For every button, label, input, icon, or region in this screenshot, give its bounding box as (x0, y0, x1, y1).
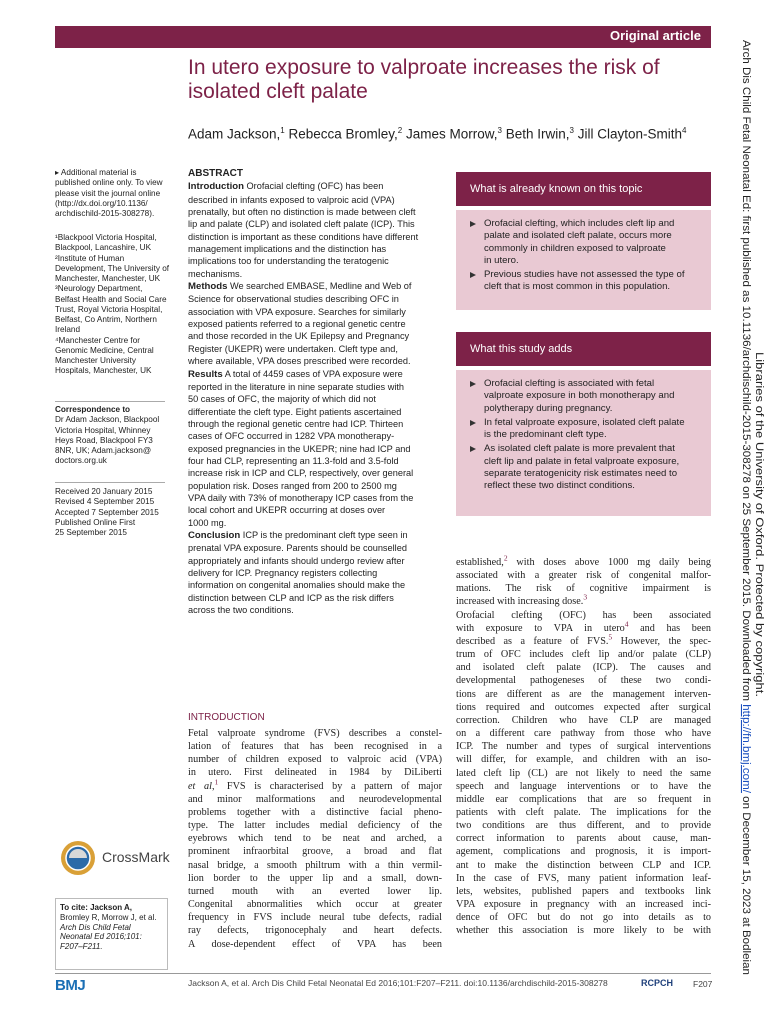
text-line: Congenital abnormalities which occur at greater (188, 899, 442, 911)
footer-citation: Jackson A, et al. Arch Dis Child Fetal Neonatal Ed 2016;101:F207–F211. doi:10.1136/archdischild-2015-308278 (188, 978, 608, 988)
supplementary-line: ▸ Additional material is (55, 168, 137, 177)
text-line: correct information to parents about cause, man- (456, 833, 711, 845)
text-line: will differ, for example, and children with an iso- (456, 754, 711, 766)
text-line: lion border to the upper lip and a small, down- (188, 872, 442, 884)
text-line: described as a feature of FVS.$^5$ However, the spec- (456, 632, 711, 647)
abstract-line: Results A total of 4459 cases of VPA exposure were (188, 368, 403, 380)
abstract-line: Science for observational studies describing OFC in (188, 294, 399, 305)
abstract-line: increase risk in ICP and CLP, respectively, over general (188, 468, 414, 479)
correspondence-line: Victoria Hospital, Whinney (55, 425, 151, 435)
section-label: Original article (609, 28, 701, 43)
text-line: Orofacial clefting (OFC) has been associated (456, 609, 711, 621)
bullet-triangle-icon (470, 446, 476, 452)
abstract-line: Register (UKEPR) were undertaken. Cleft type and, (188, 343, 398, 354)
reference-marker: 3 (583, 593, 588, 603)
text-line: correction. Children who have CLP are managed (456, 714, 711, 726)
supplementary-line: please visit the journal online (55, 188, 161, 198)
box-item (470, 218, 705, 267)
text-line: on a different care pathway from those who have (456, 728, 711, 740)
author-affiliation-ref: 4 (682, 126, 687, 135)
crossmark-badge[interactable] (58, 838, 178, 878)
text-line: mations. The risk of cognitive impairment is (456, 583, 711, 595)
abstract (188, 168, 440, 616)
reference-marker: 4 (624, 619, 629, 629)
affiliations (55, 233, 175, 377)
citation-line: To cite: Jackson A, (60, 903, 133, 912)
citation-box (55, 898, 168, 970)
text-line: trum of OFC includes cleft lip and/or palate (CLP) (456, 649, 711, 661)
text-line: In the case of FVS, many patient information leaf- (456, 872, 711, 884)
affiliation-line: Blackpool, Lancashire, UK (55, 243, 152, 253)
box-item-line: separate teratogenicity risk estimates need to (484, 468, 678, 480)
abstract-line: distinction between CLP and ICP as the risk differs (188, 592, 394, 603)
abstract-line: mechanisms. (188, 268, 243, 279)
rcpch-logo: RCPCH (641, 978, 674, 988)
abstract-heading: ABSTRACT (188, 168, 243, 179)
text-line: and isolated cleft palate (ICP). The causes and (456, 662, 711, 674)
supplementary-line: archdischild-2015-308278). (55, 209, 155, 218)
abstract-line: management implications and the distinction has (188, 244, 387, 255)
abstract-subheading: Results (188, 368, 223, 380)
box-item-line: reflect these two distinct conditions. (484, 480, 635, 492)
author-affiliation-ref: 2 (397, 126, 403, 135)
citation-line: F207–F211. (60, 942, 103, 951)
text-line: middle ear complications that are so frequent in (456, 793, 711, 805)
affiliation-line: ³Neurology Department, (55, 284, 143, 294)
box-item-line: Orofacial clefting is associated with fetal (484, 378, 655, 389)
affiliation-line: ²Institute of Human (55, 253, 125, 263)
abstract-line: cases of OFC occurred in 1282 VPA monotherapy- (188, 431, 395, 442)
box-item-line: polytherapy during pregnancy. (484, 402, 613, 414)
text-line: tions required and outcomes expected after surgical (456, 701, 711, 713)
reference-marker: 2 (503, 553, 508, 563)
text-line: agement, complications and prognosis, it is import- (456, 846, 711, 858)
box-item-line: in utero. (484, 254, 519, 266)
history-dates (55, 487, 175, 538)
abstract-line: 1000 mg. (188, 517, 227, 528)
bullet-triangle-icon (470, 272, 476, 278)
abstract-line: local cohort and UKEPR occurring at doses over (188, 505, 386, 516)
bullet-triangle-icon (470, 381, 476, 387)
citation-line: Arch Dis Child Fetal (60, 922, 131, 932)
correspondence-line: Heys Road, Blackpool FY3 (55, 435, 153, 445)
abstract-subheading: Methods (188, 281, 228, 293)
affiliation-line: Manchester, Manchester, UK (55, 274, 161, 283)
text-line: lated cleft lip (CL) are not likely to need the same (456, 767, 711, 779)
abstract-line: four had CLP, representing an 11.3-fold and 3.5-fold (188, 455, 399, 466)
abstract-line: prenatally, but often no distinction is made between cleft (188, 207, 416, 218)
abstract-line: where available, VPA doses prescribed were recorded. (188, 356, 411, 367)
crossmark-icon (58, 838, 98, 878)
citation-line: Bromley R, Morrow J, et al. (60, 912, 157, 922)
text-line: patients with cleft palate. The implications for the (456, 806, 711, 818)
correspondence-line: Dr Adam Jackson, Blackpool (55, 415, 160, 425)
box-item (470, 443, 705, 492)
text-line: type. The latter includes medial deficiency of the (188, 820, 442, 832)
text-line: nasal bridge, a smooth philtrum with a thin vermil- (188, 859, 442, 871)
date-line: Revised 4 September 2015 (55, 497, 155, 507)
text-line: number of children exposed to valproic acid (VPA) (188, 754, 442, 766)
text-line: with exposure to VPA in utero$^4$ and has been (456, 619, 711, 634)
affiliation-line: Ireland (55, 325, 81, 335)
date-line: Published Online First (55, 517, 136, 527)
affiliation-line: Belfast, Co Antrim, Northern (55, 315, 157, 324)
text-line: developmental pathogeneses of these two condi- (456, 675, 711, 687)
text-line: ant to make the distinction between CLP and ICP. (456, 859, 711, 871)
affiliation-line: ¹Blackpool Victoria Hospital, (55, 233, 157, 242)
text-line: turned mouth with an everted lower lip. (188, 885, 442, 897)
text-line: tions are different as are the management interven- (456, 688, 711, 700)
abstract-line: described in infants exposed to valproic acid (VPA) (188, 194, 395, 205)
text-line: increased with increasing dose.$^3$ (456, 593, 588, 608)
author-affiliation-ref: 3 (497, 126, 502, 135)
text-line: problems together with a distinctive facial pheno- (188, 806, 442, 818)
crossmark-label: CrossMark (102, 849, 170, 865)
text-line: dence of OFC but do not go into details as to (456, 912, 711, 924)
abstract-line: implications too for understanding the teratogenic (188, 256, 389, 267)
date-line: 25 September 2015 (55, 528, 127, 537)
author-name: Rebecca Bromley, (284, 126, 398, 142)
author-name: Jill Clayton-Smith (573, 126, 682, 142)
abstract-line: lip and palate (CLP) and isolated cleft palate (ICP). This (188, 219, 415, 230)
reference-marker: 1 (214, 777, 219, 787)
abstract-line: 50 cases of OFC, the majority of which did not (188, 394, 376, 405)
text-line: Fetal valproate syndrome (FVS) describes a constel- (188, 728, 442, 739)
text-line: two conditions are thus different, and to provide (456, 820, 711, 832)
abstract-line: distinction is important as these conditions have different (188, 231, 419, 242)
footer-rule (55, 973, 711, 974)
affiliation-line: Trust, Royal Victoria Hospital, (55, 304, 163, 314)
abstract-line: Introduction Orofacial clefting (OFC) has been (188, 181, 384, 193)
side-notice-line2: Libraries of the University of Oxford. Protected by copyright. (753, 352, 765, 633)
abstract-line: exposed patients referred to a regional genetic centre (188, 319, 406, 330)
abstract-line: through the regional genetic centre had ICP. Thirteen (188, 418, 404, 429)
correspondence-heading: Correspondence to (55, 405, 131, 414)
text-line: frequency in FVS include neural tube defects, radial (188, 912, 442, 924)
citation-line: Neonatal Ed 2016;101: (60, 932, 142, 942)
side-notice-line1: Arch Dis Child Fetal Neonatal Ed: first published as 10.1136/archdischild-2015-308278 on 25 September 2015. Downloaded from http://fn.bmj.com/ on December 15, 2023 at Bodleian (740, 40, 752, 960)
supplementary-line: published online only. To view (55, 178, 163, 188)
box-item-line: palate and isolated cleft palate, occurs more (484, 230, 672, 242)
divider (55, 482, 165, 483)
abstract-subheading: Introduction (188, 181, 244, 193)
section-banner (55, 26, 711, 48)
adds-box (456, 370, 711, 516)
abstract-line: Methods We searched EMBASE, Medline and Web of (188, 281, 412, 293)
page-number: F207 (693, 979, 713, 989)
supplementary-line: (http://dx.doi.org/10.1136/ (55, 198, 148, 208)
author-name: James Morrow, (402, 126, 498, 142)
box-item-line: Previous studies have not assessed the type of (484, 269, 685, 281)
text-line: speech and language interventions or to have the (456, 780, 711, 792)
abstract-line: information on congenital anomalies should make the (188, 580, 406, 591)
box-item-line: valproate exposure in both monotherapy and (484, 390, 675, 402)
affiliation-line: Development, The University of (55, 263, 170, 273)
correspondence-line: doctors.org.uk (55, 456, 107, 466)
text-line: prominent infraorbital groove, a broad and flat (188, 846, 442, 858)
abstract-line: VPA daily with 73% of monotherapy ICP cases from the (188, 492, 414, 503)
text-line: VPA exposure in pregnancy with an increased inci- (456, 899, 711, 911)
bullet-triangle-icon (470, 420, 476, 426)
date-line: Received 20 January 2015 (55, 487, 153, 496)
author-name: Beth Irwin, (501, 126, 570, 142)
abstract-line: differentiate the cleft type. Eight patients ascertained (188, 406, 402, 417)
affiliation-line: ⁴Manchester Centre for (55, 335, 140, 345)
box-item-line: cleft lip and palate in fetal valproate exposure, (484, 455, 680, 467)
correspondence-line: 8NR, UK; Adam.jackson@ (55, 446, 152, 455)
intro-text (188, 727, 442, 951)
text-line: A dose-dependent effect of VPA has been (188, 938, 442, 950)
affiliation-line: Belfast Health and Social Care (55, 294, 167, 304)
abstract-line: delivery for ICP. Pregnancy registers collecting (188, 568, 378, 578)
text-line: and minor malformations and neurodevelopmental (188, 793, 442, 805)
text-line: lation of features that has been recognised in a (188, 741, 442, 753)
text-line: eyebrows which tend to be neat and arched, a (188, 833, 442, 845)
correspondence (55, 405, 175, 467)
text-line: ICP. The number and types of surgical interventions (456, 741, 711, 753)
box-item-line: commonly in children exposed to valproate (484, 242, 666, 254)
known-box-heading: What is already known on this topic (456, 172, 711, 206)
reference-marker: 5 (608, 632, 613, 642)
author-affiliation-ref: 3 (569, 126, 574, 135)
author-name: Adam Jackson, (188, 126, 281, 142)
box-item-line: Orofacial clefting, which includes cleft lip and (484, 218, 675, 229)
affiliation-line: Manchester University (55, 356, 136, 365)
abstract-line: exposed pregnancies in the UKEPR; nine had ICP and (188, 443, 411, 454)
italic-text: et al (188, 780, 212, 792)
date-line: Accepted 7 September 2015 (55, 507, 159, 517)
author-list (188, 126, 728, 143)
bullet-triangle-icon (470, 221, 476, 227)
text-line: associated with a greater risk of congenital malfor- (456, 570, 711, 582)
box-item-line: is the predominant cleft type. (484, 429, 607, 441)
side-notice (730, 40, 768, 980)
author-affiliation-ref: 1 (280, 126, 285, 135)
text-line: in utero. First delineated in 1984 by DiLiberti (188, 767, 442, 779)
abstract-line: population risk. Doses ranged from 200 to 2500 mg (188, 480, 397, 491)
affiliation-line: Genomic Medicine, Central (55, 345, 154, 355)
box-item (470, 417, 705, 442)
box-item-line: In fetal valproate exposure, isolated cleft palate (484, 416, 685, 428)
box-item-line: As isolated cleft palate is more prevalent that (484, 443, 675, 455)
box-item (470, 269, 705, 294)
abstract-line: Conclusion ICP is the predominant cleft type seen in (188, 529, 408, 541)
text-line: lets, websites, published papers and textbooks link (456, 885, 711, 897)
text-line: whether this association is more likely to be with (456, 925, 711, 937)
divider (55, 401, 165, 402)
supplementary-note (55, 168, 175, 219)
abstract-line: reported in the literature in nine separate studies with (188, 381, 405, 392)
abstract-line: association with VPA exposure. Searches for similarly (188, 306, 406, 317)
box-item (470, 378, 705, 415)
affiliation-line: Hospitals, Manchester, UK (55, 366, 152, 376)
body-text-right (456, 553, 711, 938)
bmj-logo: BMJ (55, 977, 86, 994)
known-box (456, 210, 711, 310)
article-title: In utero exposure to valproate increases the risk of isolated cleft palate (188, 56, 660, 104)
side-notice-link[interactable]: http://fn.bmj.com/ (740, 704, 752, 786)
abstract-line: across the two conditions. (188, 605, 294, 616)
intro-heading: INTRODUCTION (188, 712, 265, 723)
text-line: established,$^2$ with doses above 1000 mg daily being (456, 553, 711, 568)
text-line: ray defects, trigonocephaly and heart defects. (188, 925, 442, 937)
abstract-line: appropriately and infants should undergo review after (188, 555, 405, 566)
abstract-line: prenatal VPA exposure. Parents should be counselled (188, 543, 407, 554)
abstract-subheading: Conclusion (188, 529, 241, 541)
adds-box-heading: What this study adds (456, 332, 711, 366)
text-line: et al,$^1$ FVS is characterised by a pattern of major (188, 777, 442, 792)
abstract-line: and those recorded in the UK Epilepsy and Pregnancy (188, 331, 410, 342)
box-item-line: cleft that is most common in this population. (484, 281, 671, 293)
